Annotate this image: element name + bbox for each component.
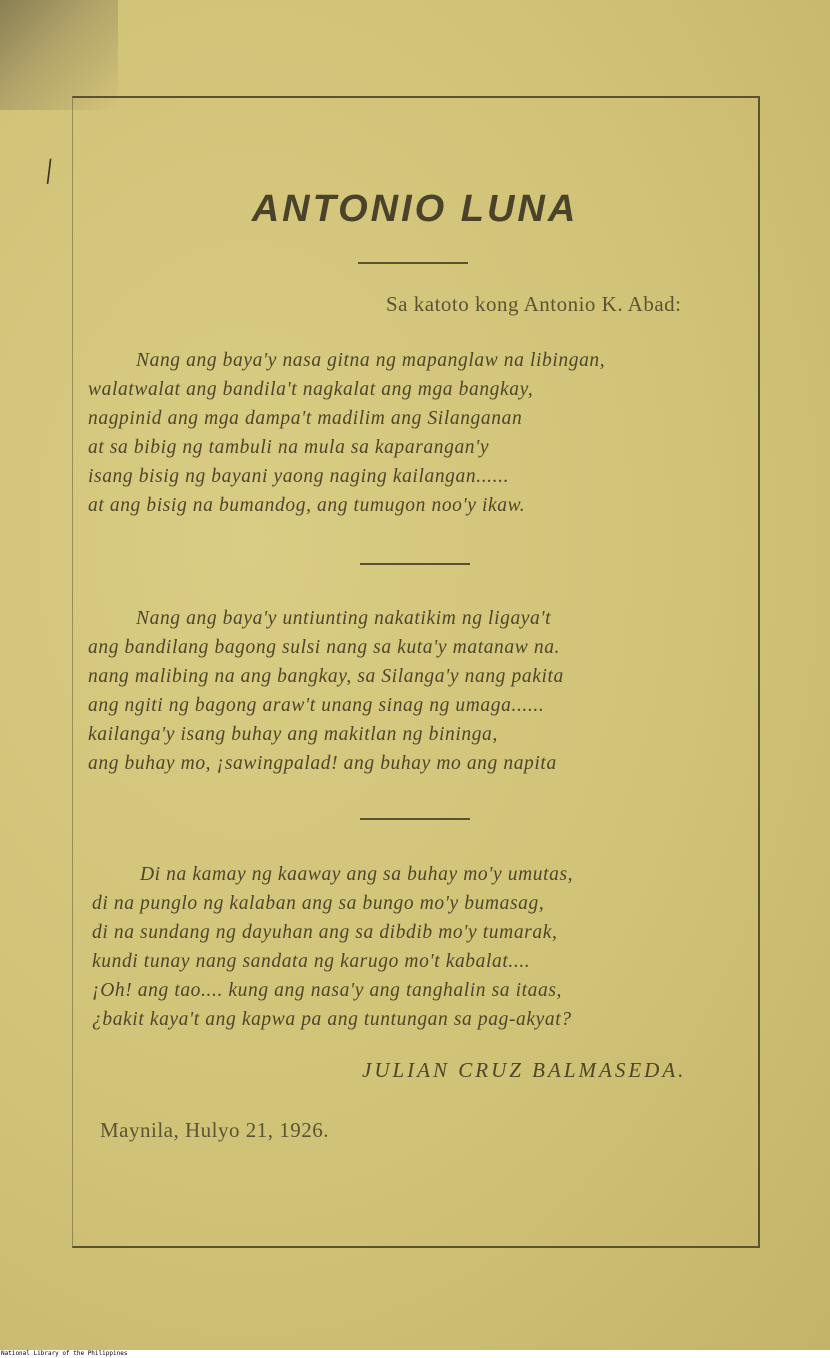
- place-date: Maynila, Hulyo 21, 1926.: [100, 1118, 329, 1142]
- poem-title: ANTONIO LUNA: [251, 188, 579, 230]
- stanza-line: at sa bibig ng tambuli na mula sa kaparangan'y: [88, 437, 490, 458]
- stanza-line: kailanga'y isang buhay ang makitlan ng bininga,: [88, 724, 498, 745]
- stanza-line: isang bisig ng bayani yaong naging kailangan......: [88, 466, 510, 487]
- title-divider: [358, 262, 468, 264]
- stanza-line: ang buhay mo, ¡sawingpalad! ang buhay mo ang napita: [88, 753, 557, 774]
- stanza-line: nang malibing na ang bangkay, sa Silanga'y nang pakita: [88, 666, 564, 687]
- stanza-line: di na punglo ng kalaban ang sa bungo mo'y bumasag,: [92, 893, 545, 914]
- stanza-line: nagpinid ang mga dampa't madilim ang Silanganan: [88, 408, 523, 429]
- dedication: Sa katoto kong Antonio K. Abad:: [386, 292, 682, 316]
- library-credit: National Library of the Philippines: [1, 1350, 128, 1357]
- stanza-line: walatwalat ang bandila't nagkalat ang mga bangkay,: [88, 379, 534, 400]
- stanza-line: ¡Oh! ang tao.... kung ang nasa'y ang tanghalin sa itaas,: [92, 980, 563, 1001]
- pencil-mark: /: [39, 150, 59, 192]
- stanza-line: at ang bisig na bumandog, ang tumugon noo'y ikaw.: [88, 495, 526, 516]
- stanza-line: Nang ang baya'y nasa gitna ng mapanglaw na libingan,: [136, 350, 606, 371]
- stanza-line: ang bandilang bagong sulsi nang sa kuta'y matanaw na.: [88, 637, 561, 658]
- stanza-line: Di na kamay ng kaaway ang sa buhay mo'y umutas,: [140, 864, 574, 885]
- stanza-1: [88, 346, 605, 520]
- author-signature: JULIAN CRUZ BALMASEDA.: [362, 1058, 687, 1082]
- stanza-line: ang ngiti ng bagong araw't unang sinag ng umaga......: [88, 695, 545, 716]
- corner-stain: [0, 0, 118, 110]
- stanza-line: di na sundang ng dayuhan ang sa dibdib mo'y tumarak,: [92, 922, 558, 943]
- stanza-divider: [360, 818, 470, 820]
- stanza-3: [92, 860, 573, 1034]
- stanza-line: kundi tunay nang sandata ng karugo mo't kabalat....: [92, 951, 531, 972]
- stanza-line: Nang ang baya'y untiunting nakatikim ng ligaya't: [136, 608, 552, 629]
- stanza-line: ¿bakit kaya't ang kapwa pa ang tuntungan sa pag-akyat?: [92, 1009, 572, 1030]
- stanza-2: [88, 604, 564, 778]
- stanza-divider: [360, 563, 470, 565]
